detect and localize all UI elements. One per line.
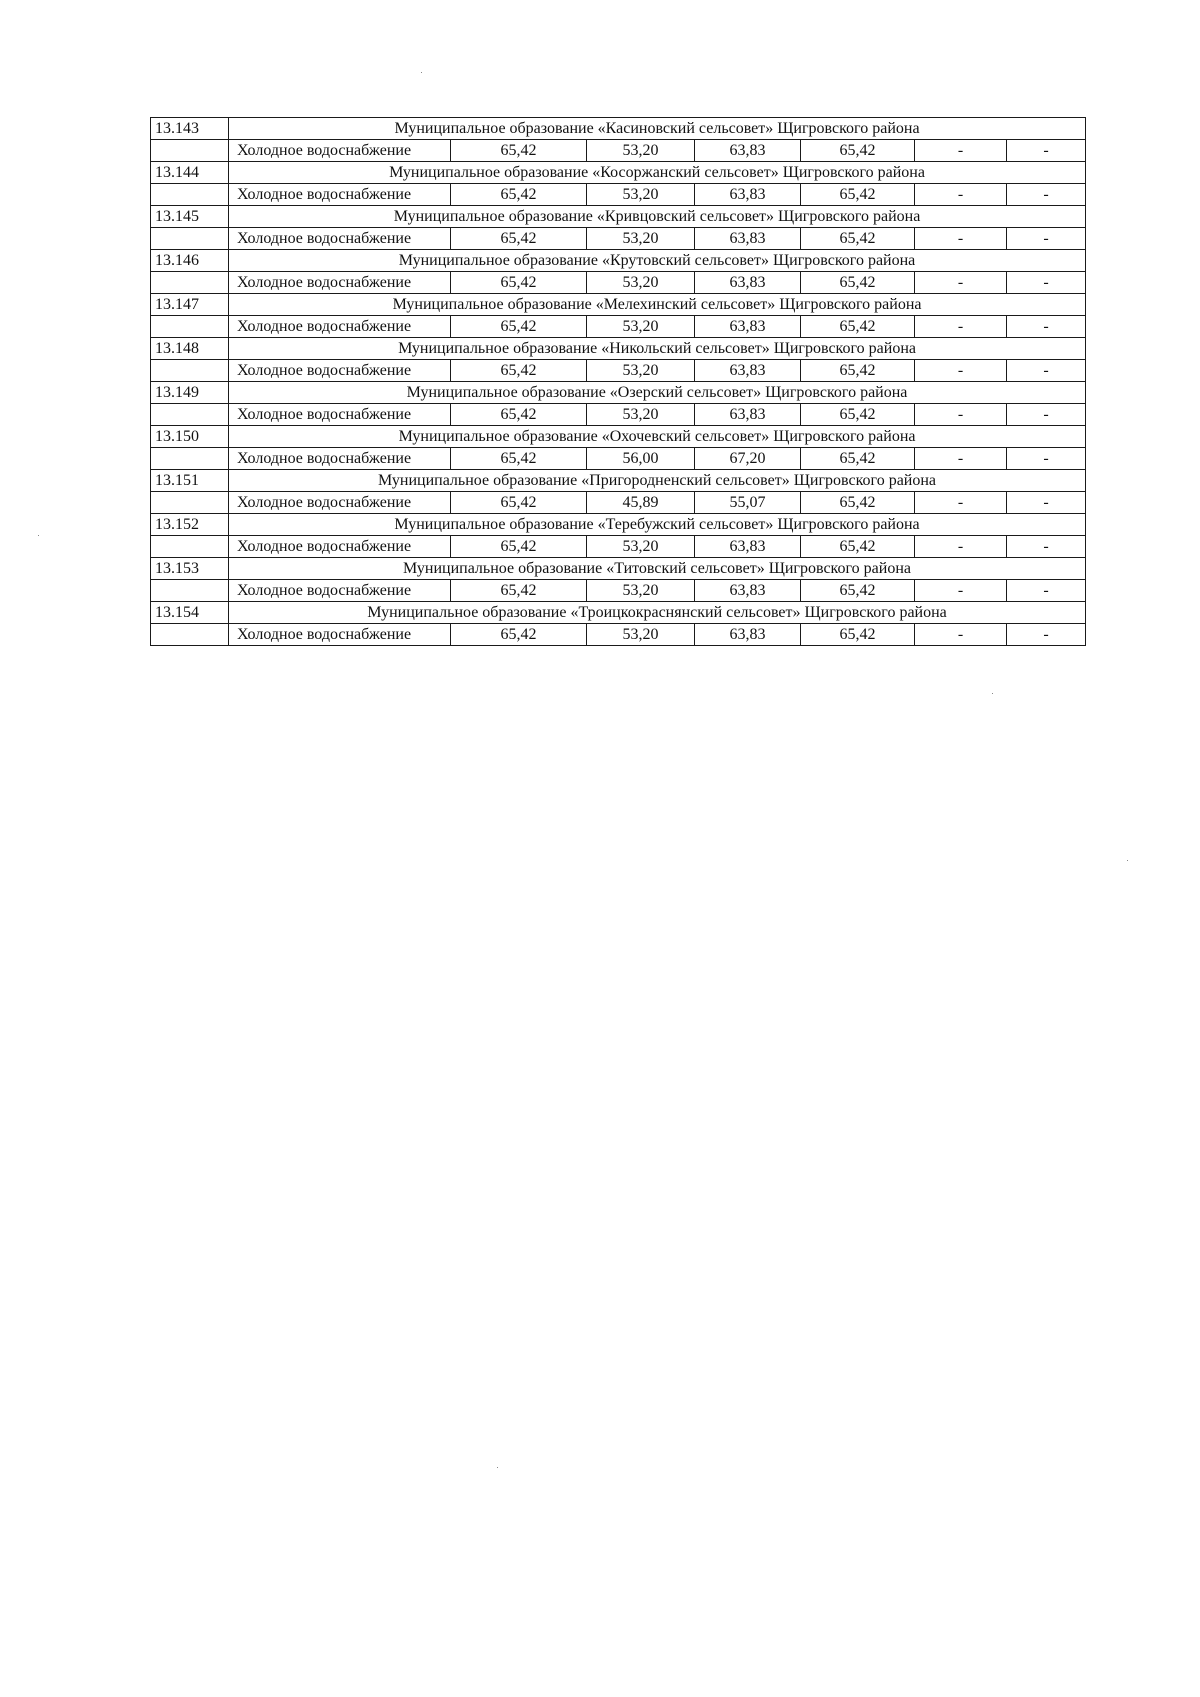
tariff-value: 65,42 <box>451 492 587 514</box>
service-name: Холодное водоснабжение <box>229 360 451 382</box>
section-header-row <box>151 602 1086 624</box>
section-header-row <box>151 514 1086 536</box>
tariff-value: 53,20 <box>587 360 695 382</box>
tariff-value: 65,42 <box>801 272 915 294</box>
empty-number-cell <box>151 272 229 294</box>
section-number: 13.143 <box>151 118 229 140</box>
empty-number-cell <box>151 316 229 338</box>
tariff-value: 65,42 <box>801 404 915 426</box>
tariff-value: - <box>915 140 1007 162</box>
section-header-row <box>151 118 1086 140</box>
tariff-value: 45,89 <box>587 492 695 514</box>
tariff-value: 63,83 <box>695 184 801 206</box>
section-title: Муниципальное образование «Кривцовский сельсовет» Щигровского района <box>229 206 1086 228</box>
tariff-value: 53,20 <box>587 624 695 646</box>
tariff-value: 63,83 <box>695 536 801 558</box>
section-title: Муниципальное образование «Косоржанский сельсовет» Щигровского района <box>229 162 1086 184</box>
tariff-value: - <box>915 184 1007 206</box>
empty-number-cell <box>151 228 229 250</box>
service-name: Холодное водоснабжение <box>229 448 451 470</box>
section-number: 13.153 <box>151 558 229 580</box>
tariff-value: 65,42 <box>451 140 587 162</box>
tariff-table <box>150 117 1086 646</box>
section-number: 13.152 <box>151 514 229 536</box>
service-name: Холодное водоснабжение <box>229 228 451 250</box>
tariff-value: 56,00 <box>587 448 695 470</box>
tariff-value: - <box>915 624 1007 646</box>
tariff-value: 53,20 <box>587 228 695 250</box>
section-number: 13.150 <box>151 426 229 448</box>
section-number: 13.147 <box>151 294 229 316</box>
tariff-value: - <box>1007 360 1086 382</box>
tariff-value: - <box>1007 140 1086 162</box>
tariff-value: 53,20 <box>587 140 695 162</box>
table-row <box>151 316 1086 338</box>
tariff-value: 63,83 <box>695 228 801 250</box>
table-row <box>151 184 1086 206</box>
empty-number-cell <box>151 360 229 382</box>
tariff-value: 65,42 <box>801 492 915 514</box>
scan-speck <box>497 1467 498 1468</box>
section-header-row <box>151 426 1086 448</box>
tariff-value: 65,42 <box>451 448 587 470</box>
service-name: Холодное водоснабжение <box>229 536 451 558</box>
tariff-value: - <box>1007 228 1086 250</box>
service-name: Холодное водоснабжение <box>229 140 451 162</box>
tariff-value: - <box>1007 624 1086 646</box>
scan-speck <box>1127 860 1128 861</box>
tariff-value: 65,42 <box>451 184 587 206</box>
section-header-row <box>151 382 1086 404</box>
tariff-value: 65,42 <box>451 624 587 646</box>
table-body <box>151 118 1086 646</box>
section-number: 13.154 <box>151 602 229 624</box>
empty-number-cell <box>151 140 229 162</box>
table-row <box>151 360 1086 382</box>
tariff-value: 65,42 <box>801 360 915 382</box>
section-header-row <box>151 558 1086 580</box>
table-row <box>151 624 1086 646</box>
service-name: Холодное водоснабжение <box>229 316 451 338</box>
tariff-value: 63,83 <box>695 272 801 294</box>
tariff-value: 53,20 <box>587 580 695 602</box>
table-row <box>151 272 1086 294</box>
tariff-value: 65,42 <box>801 580 915 602</box>
tariff-value: 63,83 <box>695 580 801 602</box>
tariff-value: 65,42 <box>801 448 915 470</box>
section-title: Муниципальное образование «Пригородненский сельсовет» Щигровского района <box>229 470 1086 492</box>
tariff-value: 65,42 <box>451 360 587 382</box>
tariff-value: 67,20 <box>695 448 801 470</box>
tariff-value: - <box>1007 316 1086 338</box>
table-row <box>151 448 1086 470</box>
empty-number-cell <box>151 536 229 558</box>
tariff-value: - <box>915 360 1007 382</box>
service-name: Холодное водоснабжение <box>229 184 451 206</box>
tariff-value: 53,20 <box>587 272 695 294</box>
section-title: Муниципальное образование «Троицкокраснянский сельсовет» Щигровского района <box>229 602 1086 624</box>
tariff-value: 65,42 <box>451 404 587 426</box>
tariff-value: 65,42 <box>801 184 915 206</box>
section-number: 13.145 <box>151 206 229 228</box>
tariff-value: 65,42 <box>801 140 915 162</box>
tariff-value: 65,42 <box>801 624 915 646</box>
empty-number-cell <box>151 624 229 646</box>
tariff-value: - <box>1007 404 1086 426</box>
tariff-value: 65,42 <box>451 580 587 602</box>
service-name: Холодное водоснабжение <box>229 624 451 646</box>
tariff-value: 63,83 <box>695 624 801 646</box>
tariff-value: - <box>1007 580 1086 602</box>
tariff-value: 65,42 <box>451 536 587 558</box>
section-title: Муниципальное образование «Касиновский сельсовет» Щигровского района <box>229 118 1086 140</box>
tariff-value: - <box>1007 272 1086 294</box>
tariff-value: - <box>915 448 1007 470</box>
table-row <box>151 140 1086 162</box>
table-row <box>151 228 1086 250</box>
tariff-value: 53,20 <box>587 316 695 338</box>
table-row <box>151 492 1086 514</box>
tariff-value: 65,42 <box>451 272 587 294</box>
tariff-value: 63,83 <box>695 316 801 338</box>
tariff-value: 55,07 <box>695 492 801 514</box>
table-row <box>151 536 1086 558</box>
tariff-value: - <box>915 536 1007 558</box>
section-number: 13.149 <box>151 382 229 404</box>
section-title: Муниципальное образование «Озерский сельсовет» Щигровского района <box>229 382 1086 404</box>
service-name: Холодное водоснабжение <box>229 404 451 426</box>
tariff-value: 63,83 <box>695 140 801 162</box>
table-row <box>151 580 1086 602</box>
tariff-value: - <box>1007 184 1086 206</box>
section-title: Муниципальное образование «Никольский сельсовет» Щигровского района <box>229 338 1086 360</box>
tariff-value: 65,42 <box>451 316 587 338</box>
empty-number-cell <box>151 580 229 602</box>
tariff-value: 63,83 <box>695 404 801 426</box>
section-header-row <box>151 294 1086 316</box>
section-header-row <box>151 470 1086 492</box>
empty-number-cell <box>151 448 229 470</box>
tariff-value: - <box>915 492 1007 514</box>
section-title: Муниципальное образование «Охочевский сельсовет» Щигровского района <box>229 426 1086 448</box>
service-name: Холодное водоснабжение <box>229 492 451 514</box>
empty-number-cell <box>151 404 229 426</box>
section-number: 13.148 <box>151 338 229 360</box>
section-number: 13.151 <box>151 470 229 492</box>
empty-number-cell <box>151 184 229 206</box>
tariff-value: 65,42 <box>801 316 915 338</box>
section-header-row <box>151 250 1086 272</box>
section-header-row <box>151 338 1086 360</box>
scan-speck <box>992 693 993 694</box>
section-title: Муниципальное образование «Теребужский сельсовет» Щигровского района <box>229 514 1086 536</box>
tariff-value: 53,20 <box>587 184 695 206</box>
tariff-value: 53,20 <box>587 404 695 426</box>
scan-speck <box>421 72 422 73</box>
tariff-value: - <box>1007 448 1086 470</box>
section-header-row <box>151 206 1086 228</box>
service-name: Холодное водоснабжение <box>229 580 451 602</box>
tariff-value: 65,42 <box>801 228 915 250</box>
tariff-value: 65,42 <box>801 536 915 558</box>
section-number: 13.146 <box>151 250 229 272</box>
service-name: Холодное водоснабжение <box>229 272 451 294</box>
section-number: 13.144 <box>151 162 229 184</box>
tariff-value: - <box>1007 536 1086 558</box>
scan-speck <box>38 535 39 536</box>
section-title: Муниципальное образование «Мелехинский сельсовет» Щигровского района <box>229 294 1086 316</box>
tariff-value: - <box>915 404 1007 426</box>
tariff-value: 53,20 <box>587 536 695 558</box>
tariff-value: 65,42 <box>451 228 587 250</box>
section-title: Муниципальное образование «Крутовский сельсовет» Щигровского района <box>229 250 1086 272</box>
table-row <box>151 404 1086 426</box>
tariff-value: 63,83 <box>695 360 801 382</box>
tariff-value: - <box>915 228 1007 250</box>
tariff-value: - <box>915 272 1007 294</box>
tariff-value: - <box>1007 492 1086 514</box>
section-header-row <box>151 162 1086 184</box>
section-title: Муниципальное образование «Титовский сельсовет» Щигровского района <box>229 558 1086 580</box>
tariff-value: - <box>915 580 1007 602</box>
tariff-value: - <box>915 316 1007 338</box>
empty-number-cell <box>151 492 229 514</box>
